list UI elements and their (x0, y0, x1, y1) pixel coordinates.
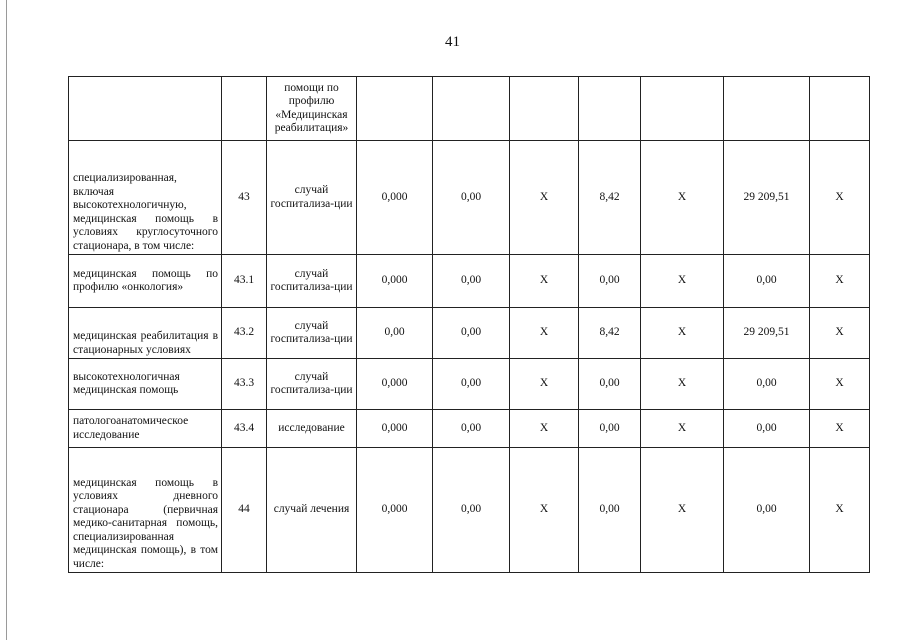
header-cell-code (222, 77, 267, 141)
row-value-3: X (510, 448, 579, 573)
header-cell-unit: помощи по профилю «Медицинская реабилитация» (267, 77, 357, 141)
row-name: патологоанатомическое исследование (69, 410, 222, 448)
row-code: 44 (222, 448, 267, 573)
table-header-row (69, 77, 870, 141)
row-name: медицинская реабилитация в стационарных условиях (69, 308, 222, 359)
row-unit: случай лечения (267, 448, 357, 573)
row-unit: случай госпитализа-ции (267, 359, 357, 410)
row-unit: случай госпитализа-ции (267, 255, 357, 308)
row-value-3: X (510, 410, 579, 448)
row-value-5: X (641, 141, 724, 255)
row-unit: случай госпитализа-ции (267, 141, 357, 255)
header-cell-c1 (357, 77, 433, 141)
row-code: 43.2 (222, 308, 267, 359)
row-name: медицинская помощь по профилю «онкология» (69, 255, 222, 308)
header-cell-c5 (641, 77, 724, 141)
row-value-4: 0,00 (579, 448, 641, 573)
row-value-6: 29 209,51 (724, 308, 810, 359)
table-row (69, 141, 870, 255)
row-unit: случай госпитализа-ции (267, 308, 357, 359)
row-value-7: X (810, 308, 870, 359)
tariff-table (68, 76, 870, 573)
table-row (69, 308, 870, 359)
row-value-2: 0,00 (433, 308, 510, 359)
row-value-4: 0,00 (579, 410, 641, 448)
header-cell-c3 (510, 77, 579, 141)
header-cell-c4 (579, 77, 641, 141)
row-value-3: X (510, 308, 579, 359)
row-value-6: 0,00 (724, 410, 810, 448)
row-value-7: X (810, 255, 870, 308)
row-value-4: 0,00 (579, 359, 641, 410)
row-value-2: 0,00 (433, 448, 510, 573)
row-value-3: X (510, 141, 579, 255)
row-value-4: 8,42 (579, 141, 641, 255)
row-value-5: X (641, 359, 724, 410)
row-value-5: X (641, 308, 724, 359)
row-value-1: 0,000 (357, 255, 433, 308)
row-value-7: X (810, 448, 870, 573)
row-value-7: X (810, 141, 870, 255)
row-value-2: 0,00 (433, 410, 510, 448)
header-cell-c7 (810, 77, 870, 141)
row-value-6: 29 209,51 (724, 141, 810, 255)
row-value-2: 0,00 (433, 141, 510, 255)
row-value-1: 0,00 (357, 308, 433, 359)
table-row (69, 255, 870, 308)
row-name: медицинская помощь в условиях дневного стационара (первичная медико-санитарная помощь, специализированная медицинская помощь), в том числе: (69, 448, 222, 573)
row-code: 43.4 (222, 410, 267, 448)
header-cell-c6 (724, 77, 810, 141)
row-value-1: 0,000 (357, 410, 433, 448)
header-cell-name (69, 77, 222, 141)
row-value-2: 0,00 (433, 359, 510, 410)
row-value-3: X (510, 359, 579, 410)
row-unit: исследование (267, 410, 357, 448)
row-code: 43 (222, 141, 267, 255)
row-value-5: X (641, 410, 724, 448)
row-value-1: 0,000 (357, 141, 433, 255)
table-row (69, 359, 870, 410)
row-name: специализированная, включая высокотехнологичную, медицинская помощь в условиях круглосуточного стационара, в том числе: (69, 141, 222, 255)
row-value-7: X (810, 359, 870, 410)
row-code: 43.1 (222, 255, 267, 308)
row-value-4: 0,00 (579, 255, 641, 308)
row-name: высокотехнологичная медицинская помощь (69, 359, 222, 410)
row-value-5: X (641, 255, 724, 308)
row-value-6: 0,00 (724, 359, 810, 410)
row-value-1: 0,000 (357, 359, 433, 410)
row-value-4: 8,42 (579, 308, 641, 359)
row-value-3: X (510, 255, 579, 308)
row-value-5: X (641, 448, 724, 573)
row-value-2: 0,00 (433, 255, 510, 308)
row-value-6: 0,00 (724, 255, 810, 308)
page-number: 41 (445, 34, 460, 50)
row-value-7: X (810, 410, 870, 448)
row-value-1: 0,000 (357, 448, 433, 573)
row-code: 43.3 (222, 359, 267, 410)
table-row (69, 410, 870, 448)
row-value-6: 0,00 (724, 448, 810, 573)
header-cell-c2 (433, 77, 510, 141)
table-row (69, 448, 870, 573)
page-edge-line (6, 0, 7, 640)
